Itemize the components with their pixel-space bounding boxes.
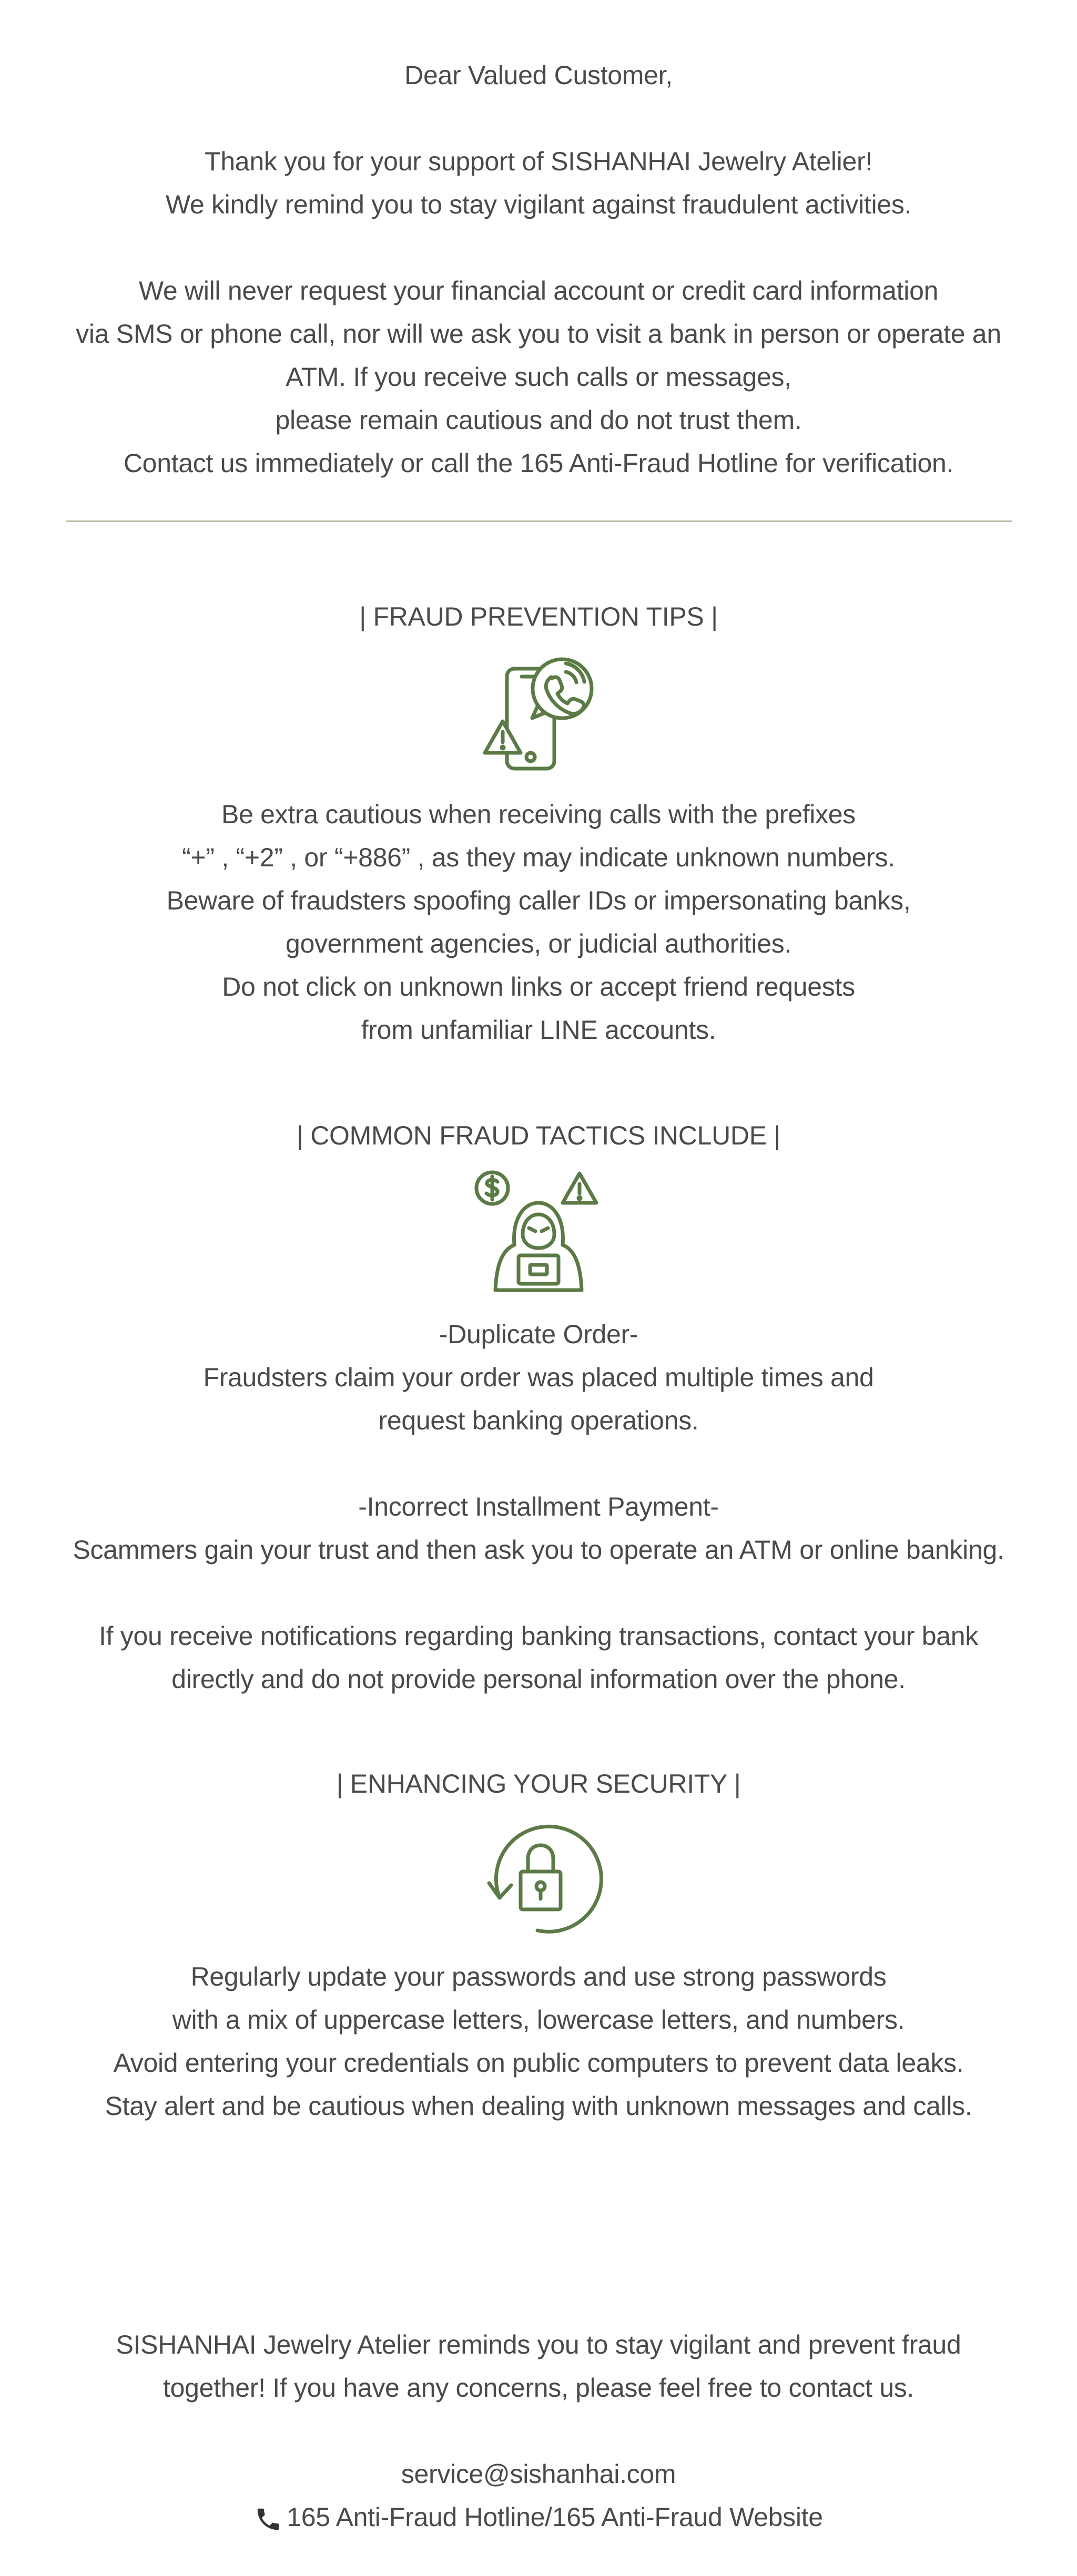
duplicate-order-title: -Duplicate Order- xyxy=(439,1320,638,1349)
intro-line: We will never request your financial account or credit card information xyxy=(138,276,939,305)
tips-line: government agencies, or judicial authorities. xyxy=(285,929,792,958)
security-line: with a mix of uppercase letters, lowercase letters, and numbers. xyxy=(172,2005,905,2035)
closing-line: SISHANHAI Jewelry Atelier reminds you to stay vigilant and prevent fraud xyxy=(116,2330,961,2359)
tactics-section xyxy=(0,1313,1077,1701)
phone-icon xyxy=(254,2503,282,2531)
intro-line: ATM. If you receive such calls or messages, xyxy=(286,362,791,392)
security-section xyxy=(0,1955,1077,2128)
intro-line: via SMS or phone call, nor will we ask you to visit a bank in person or operate an xyxy=(76,319,1001,349)
tactic-line: Scammers gain your trust and then ask you to operate an ATM or online banking. xyxy=(73,1535,1004,1565)
installment-title: -Incorrect Installment Payment- xyxy=(358,1492,719,1521)
section-divider xyxy=(66,520,1012,522)
hotline-text: 165 Anti-Fraud Hotline/165 Anti-Fraud Website xyxy=(287,2502,823,2532)
tips-section xyxy=(0,793,1077,1051)
intro-line: We kindly remind you to stay vigilant against fraudulent activities. xyxy=(165,190,912,219)
hotline-row xyxy=(0,2496,1077,2546)
security-line: Stay alert and be cautious when dealing with unknown messages and calls. xyxy=(105,2091,972,2121)
tactic-line: Fraudsters claim your order was placed multiple times and xyxy=(203,1363,874,1392)
hacker-icon xyxy=(470,1166,607,1297)
tips-line: Do not click on unknown links or accept friend requests xyxy=(222,972,855,1001)
intro-line: Thank you for your support of SISHANHAI Jewelry Atelier! xyxy=(205,147,872,176)
security-heading-block xyxy=(0,1762,1077,1805)
tips-line: “+” , “+2” , or “+886” , as they may indicate unknown numbers. xyxy=(182,843,895,872)
closing-line: together! If you have any concerns, please feel free to contact us. xyxy=(163,2373,914,2403)
security-heading: | ENHANCING YOUR SECURITY | xyxy=(336,1769,741,1798)
tips-line: Be extra cautious when receiving calls with the prefixes xyxy=(221,800,856,829)
lock-refresh-icon xyxy=(470,1814,607,1945)
advice-line: If you receive notifications regarding banking transactions, contact your bank xyxy=(98,1621,978,1651)
greeting: Dear Valued Customer, xyxy=(404,60,673,90)
tactic-line: request banking operations. xyxy=(378,1406,699,1435)
service-email-link[interactable]: service@sishanhai.com xyxy=(401,2459,676,2489)
security-line: Avoid entering your credentials on public computers to prevent data leaks. xyxy=(113,2048,964,2078)
tips-heading: | FRAUD PREVENTION TIPS | xyxy=(359,602,718,631)
advice-line: directly and do not provide personal information over the phone. xyxy=(171,1664,906,1694)
tactics-heading: | COMMON FRAUD TACTICS INCLUDE | xyxy=(296,1121,781,1150)
tactics-heading-block xyxy=(0,1114,1077,1157)
tips-line: from unfamiliar LINE accounts. xyxy=(361,1015,716,1045)
tips-heading-block xyxy=(0,595,1077,638)
phone-warning-icon xyxy=(475,648,602,774)
security-line: Regularly update your passwords and use strong passwords xyxy=(190,1962,887,1991)
intro-line: please remain cautious and do not trust them. xyxy=(275,405,802,435)
closing-section xyxy=(0,2323,1077,2546)
tips-line: Beware of fraudsters spoofing caller IDs or impersonating banks, xyxy=(166,886,911,915)
intro-line: Contact us immediately or call the 165 Anti-Fraud Hotline for verification. xyxy=(123,448,954,478)
intro-section xyxy=(0,54,1077,485)
hotline-link[interactable] xyxy=(254,2496,822,2539)
